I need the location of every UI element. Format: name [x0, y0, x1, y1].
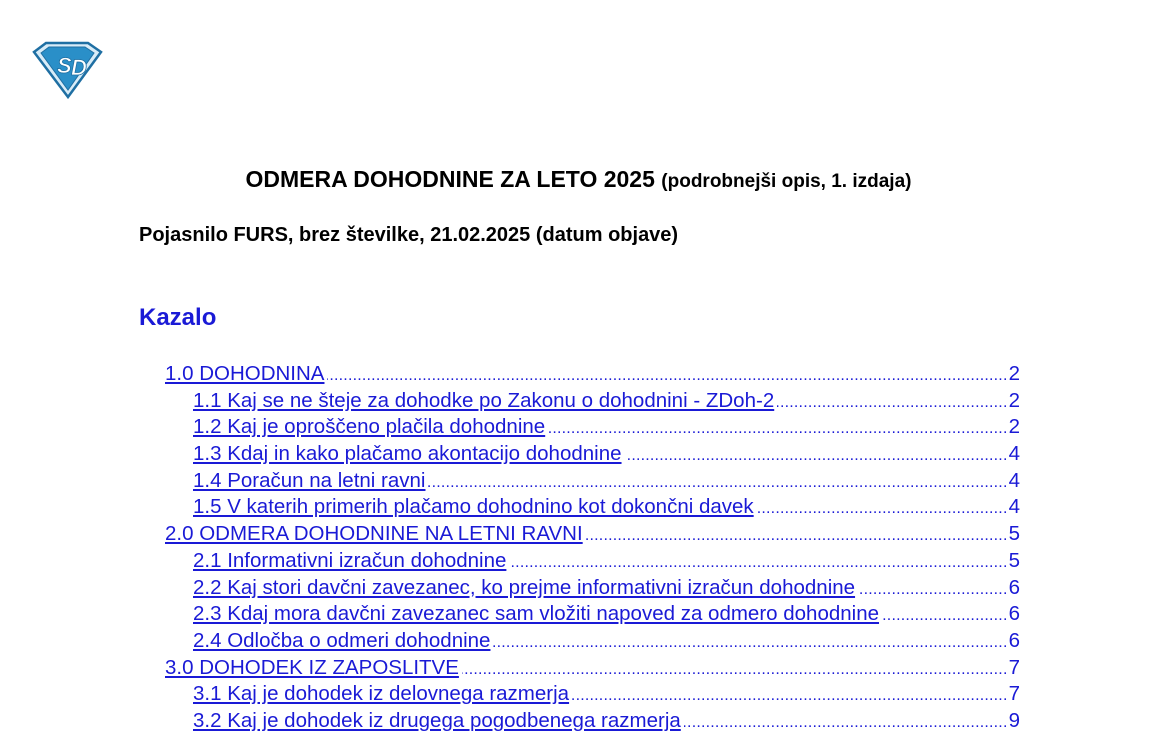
- toc-entry-link[interactable]: 2.2 Kaj stori davčni zavezanec, ko prejme informativni izračun dohodnine: [193, 575, 856, 599]
- toc-entry[interactable]: [0, 469, 1157, 496]
- table-of-contents: [0, 362, 1157, 736]
- toc-leader-dots: [882, 607, 1008, 625]
- toc-entry-link[interactable]: 2.3 Kdaj mora davčni zavezanec sam vložiti napoved za odmero dohodnine: [193, 602, 880, 626]
- toc-leader-dots: [757, 500, 1008, 518]
- toc-leader-dots: [493, 634, 1007, 652]
- toc-leader-dots: [572, 687, 1008, 705]
- toc-entry-link[interactable]: 3.0 DOHODEK IZ ZAPOSLITVE: [165, 655, 459, 679]
- toc-page-number[interactable]: 4: [1008, 468, 1020, 492]
- toc-entry[interactable]: [0, 656, 1157, 683]
- toc-page-number[interactable]: 6: [1008, 602, 1020, 626]
- toc-entry[interactable]: [0, 549, 1157, 576]
- toc-page-number[interactable]: 6: [1008, 628, 1020, 652]
- toc-entry[interactable]: [0, 629, 1157, 656]
- toc-entry[interactable]: [0, 522, 1157, 549]
- svg-text:S: S: [57, 53, 72, 78]
- toc-leader-dots: [858, 581, 1008, 599]
- toc-leader-dots: [462, 661, 1008, 679]
- toc-leader-dots: [509, 554, 1007, 572]
- toc-entry-link[interactable]: 3.2 Kaj je dohodek iz drugega pogodbenega razmerja: [193, 708, 681, 732]
- toc-entry-link[interactable]: 1.1 Kaj se ne šteje za dohodke po Zakonu o dohodnini - ZDoh-2: [193, 388, 775, 412]
- toc-entry[interactable]: [0, 495, 1157, 522]
- svg-text:D: D: [71, 55, 87, 80]
- toc-leader-dots: [777, 394, 1007, 412]
- toc-entry-link[interactable]: 1.2 Kaj je oproščeno plačila dohodnine: [193, 415, 546, 439]
- toc-entry-link[interactable]: 1.4 Poračun na letni ravni: [193, 468, 426, 492]
- toc-entry-link[interactable]: 1.5 V katerih primerih plačamo dohodnino kot dokončni davek: [193, 495, 754, 519]
- toc-entry[interactable]: [0, 602, 1157, 629]
- toc-entry[interactable]: [0, 576, 1157, 603]
- toc-entry-link[interactable]: 1.0 DOHODNINA: [165, 362, 325, 385]
- toc-leader-dots: [625, 447, 1008, 465]
- toc-leader-dots: [327, 367, 1007, 385]
- toc-entry-link[interactable]: 1.3 Kdaj in kako plačamo akontacijo dohodnine: [193, 442, 622, 466]
- toc-page-number[interactable]: 7: [1008, 655, 1020, 679]
- toc-page-number[interactable]: 4: [1008, 495, 1020, 519]
- toc-page-number[interactable]: 2: [1008, 388, 1020, 412]
- toc-leader-dots: [586, 527, 1008, 545]
- toc-entry[interactable]: [0, 442, 1157, 469]
- toc-page-number[interactable]: 4: [1008, 442, 1020, 466]
- toc-entry[interactable]: [0, 415, 1157, 442]
- toc-page-number[interactable]: 5: [1008, 522, 1020, 546]
- toc-page-number[interactable]: 5: [1008, 548, 1020, 572]
- toc-entry[interactable]: [0, 682, 1157, 709]
- toc-page-number[interactable]: 9: [1008, 708, 1020, 732]
- toc-entry-link[interactable]: 2.0 ODMERA DOHODNINE NA LETNI RAVNI: [165, 522, 583, 546]
- toc-entry-link[interactable]: 2.1 Informativni izračun dohodnine: [193, 548, 507, 572]
- toc-page-number[interactable]: 2: [1008, 415, 1020, 439]
- toc-page-number[interactable]: 6: [1008, 575, 1020, 599]
- toc-leader-dots: [684, 714, 1008, 732]
- toc-heading: Kazalo: [139, 304, 217, 331]
- toc-leader-dots: [428, 474, 1007, 492]
- document-title-main: ODMERA DOHODNINE ZA LETO 2025: [245, 166, 655, 192]
- document-title: [0, 166, 1157, 193]
- toc-entry[interactable]: [0, 709, 1157, 736]
- toc-entry[interactable]: [0, 362, 1157, 389]
- toc-entry-link[interactable]: 2.4 Odločba o odmeri dohodnine: [193, 628, 491, 652]
- toc-leader-dots: [548, 420, 1007, 438]
- toc-entry-link[interactable]: 3.1 Kaj je dohodek iz delovnega razmerja: [193, 682, 570, 706]
- toc-page-number[interactable]: 2: [1008, 362, 1020, 385]
- document-title-note: (podrobnejši opis, 1. izdaja): [661, 171, 912, 192]
- document-subheading: Pojasnilo FURS, brez številke, 21.02.2025 (datum objave): [139, 224, 679, 246]
- sd-shield-logo-icon: [30, 40, 104, 100]
- toc-page-number[interactable]: 7: [1008, 682, 1020, 706]
- toc-entry[interactable]: [0, 389, 1157, 416]
